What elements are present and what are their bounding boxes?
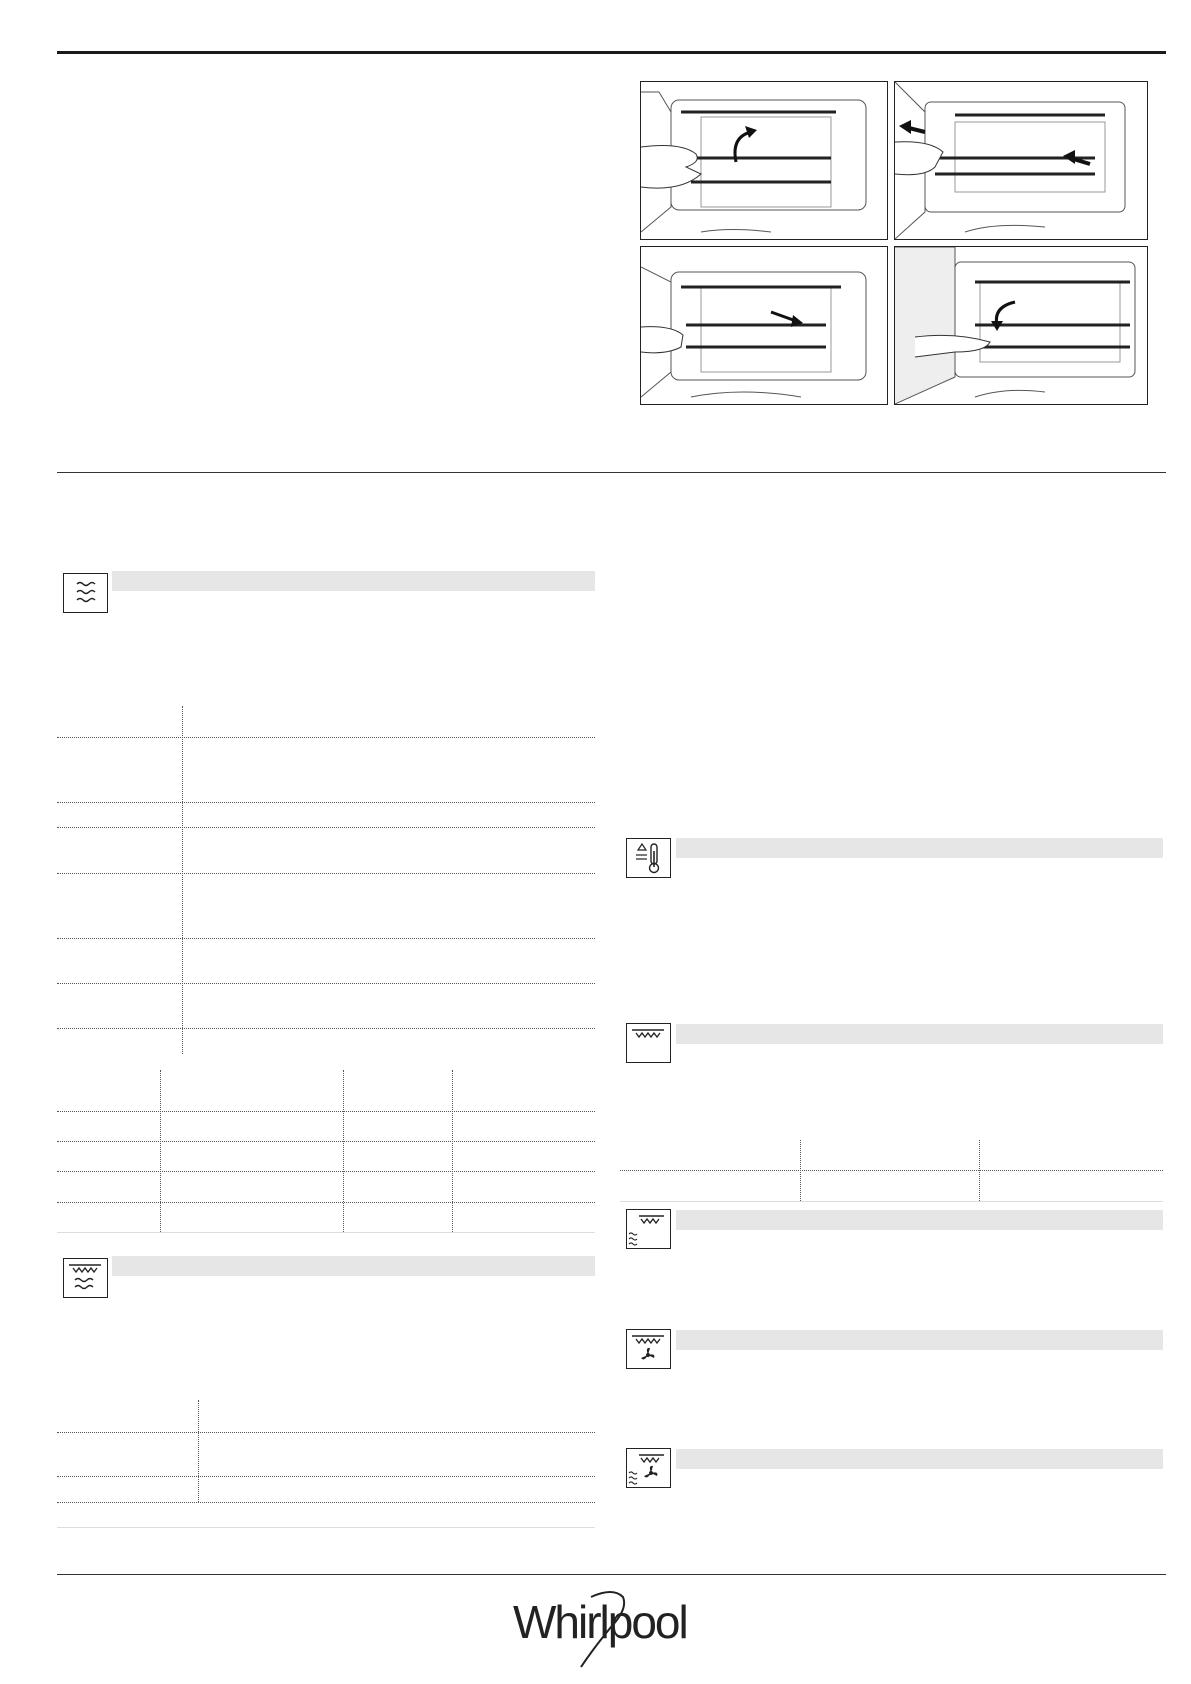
top-rule xyxy=(57,51,1166,54)
table-divider xyxy=(198,1400,199,1502)
food-probe-thermometer-icon xyxy=(626,838,671,878)
table-row-line xyxy=(57,1141,595,1142)
table-row-line xyxy=(57,1111,595,1112)
table-row-line xyxy=(57,802,595,803)
table-row-line xyxy=(57,1171,595,1172)
section-divider xyxy=(57,472,1166,473)
grill-crisp-icon xyxy=(626,1209,671,1249)
table-row-line xyxy=(57,1502,595,1503)
forced-air-microwave-icon xyxy=(626,1448,671,1488)
footer-rule xyxy=(57,1574,1166,1575)
grill-crisp-section-header xyxy=(676,1210,1163,1230)
table-divider xyxy=(182,706,183,1054)
table-row-line xyxy=(57,1232,595,1233)
grill-microwave-section-header xyxy=(112,1256,595,1276)
microwave-section-header xyxy=(112,571,595,591)
table-row-line xyxy=(57,737,595,738)
microwave-waves-icon xyxy=(63,573,108,613)
table-row-line xyxy=(57,1202,595,1203)
forced-air-section-header xyxy=(676,1330,1163,1350)
table-row-line xyxy=(57,983,595,984)
table-row-line xyxy=(620,1201,1163,1202)
grill-icon xyxy=(626,1023,671,1063)
grill-microwave-icon xyxy=(63,1258,108,1298)
shelf-illustration-1 xyxy=(640,81,888,240)
table-row-line xyxy=(57,827,595,828)
table-divider xyxy=(343,1070,344,1232)
table-divider xyxy=(160,1070,161,1232)
table-row-line xyxy=(620,1170,1163,1171)
forced-air-microwave-section-header xyxy=(676,1449,1163,1469)
grill-section-header xyxy=(676,1024,1163,1044)
table-row-line xyxy=(57,1476,595,1477)
thermometer-section-header xyxy=(676,838,1163,858)
brand-wordmark: Whirlpool xyxy=(513,1596,687,1648)
table-row-line xyxy=(57,938,595,939)
shelf-illustration-3 xyxy=(640,246,888,405)
table-row-line xyxy=(57,1028,595,1029)
forced-air-fan-icon xyxy=(626,1329,671,1369)
shelf-illustration-2 xyxy=(894,81,1148,240)
shelf-illustration-4 xyxy=(894,246,1148,405)
table-row-line xyxy=(57,1527,595,1528)
whirlpool-logo xyxy=(513,1587,693,1677)
table-divider xyxy=(452,1070,453,1232)
table-row-line xyxy=(57,1432,595,1433)
table-row-line xyxy=(57,873,595,874)
